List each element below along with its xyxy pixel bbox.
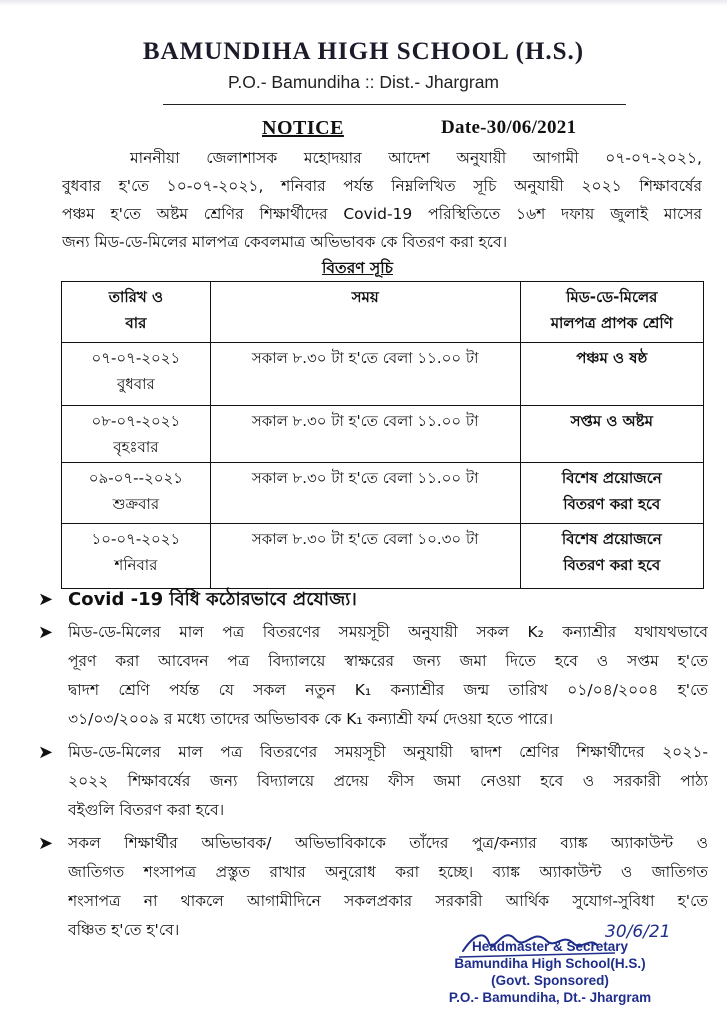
- row-day: শুক্রবার: [112, 495, 160, 513]
- row-day: বৃহঃবার: [113, 438, 159, 456]
- row-time: সকাল ৮.৩০ টা হ'তে বেলা ১১.০০ টা: [210, 463, 520, 524]
- school-name: BAMUNDIHA HIGH SCHOOL (H.S.): [142, 38, 585, 65]
- row-time: সকাল ৮.৩০ টা হ'তে বেলা ১০.৩০ টা: [210, 524, 520, 589]
- header-time: সময়: [210, 282, 520, 343]
- page-top-edge: [0, 0, 727, 6]
- notice-title: NOTICE: [262, 117, 344, 139]
- row-day: শনিবার: [114, 556, 158, 574]
- header-recipient-line: মালপত্র প্রাপক শ্রেণি: [550, 314, 673, 332]
- notice-paragraph: [62, 144, 702, 256]
- bullet-item: [38, 618, 708, 734]
- schedule-title: বিতরণ সূচি: [322, 259, 394, 277]
- bullet-line: ৩১/০৩/২০০৯ র মধ্যে তাদের অভিভাবক কে K₁ কন্যাশ্রী ফর্ম দেওয়া হতে পারে।: [68, 710, 554, 728]
- row-recipient: পঞ্চম ও ষষ্ঠ: [576, 349, 648, 367]
- row-recipient: সপ্তম ও অষ্টম: [570, 412, 653, 430]
- bullet-line: মিড-ডে-মিলের মাল পত্র বিতরণের সময়সূচী অনুযায়ী দ্বাদশ শ্রেণির শিক্ষার্থীদের ২০২১-: [68, 743, 708, 761]
- date-cell: [62, 343, 211, 406]
- row-recipient: বিতরণ করা হবে: [563, 556, 661, 574]
- recipient-cell: [520, 343, 703, 406]
- notice-date: Date-30/06/2021: [441, 117, 577, 138]
- bullet-item: [38, 585, 708, 614]
- date-cell: [62, 524, 211, 589]
- header-recipient: [520, 282, 703, 343]
- signatory-block: [430, 938, 670, 1006]
- bullet-line: জাতিগত শংসাপত্র প্রস্তুত রাখার অনুরোধ করা হচ্ছে। ব্যাঙ্ক অ্যাকাউন্ট ও জাতিগত: [68, 863, 708, 881]
- row-time: সকাল ৮.৩০ টা হ'তে বেলা ১১.০০ টা: [210, 343, 520, 406]
- signatory-status: (Govt. Sponsored): [491, 973, 609, 988]
- signatory-address: P.O.- Bamundiha, Dt.- Jhargram: [448, 990, 652, 1005]
- bullet-line: Covid -19 বিধি কঠোরভাবে প্রযোজ্য।: [68, 589, 357, 610]
- bullet-item: [38, 738, 708, 825]
- arrow-bullet-icon: ➤: [38, 742, 54, 763]
- recipient-cell: [520, 524, 703, 589]
- bullet-line: পূরণ করা আবেদন পত্র বিদ্যালয়ে স্বাক্ষরের জন্য জমা দিতে হবে ও সপ্তম হ'তে: [68, 652, 708, 670]
- table-row: [62, 343, 704, 406]
- bullet-line: মিড-ডে-মিলের মাল পত্র বিতরণের সময়সূচী অনুযায়ী সকল K₂ কন্যাশ্রীর যথাযথভাবে: [68, 623, 708, 641]
- paragraph-line: মাননীয়া জেলাশাসক মহোদয়ার আদেশ অনুযায়ী আগামী ০৭-০৭-২০২১,: [130, 149, 702, 167]
- table-row: [62, 406, 704, 463]
- signature-date: 30/6/21: [605, 922, 671, 942]
- schedule-header-row: [62, 282, 704, 343]
- bullet-line: শংসাপত্র না থাকলে আগামীদিনে সকলপ্রকার সরকারী আর্থিক সুযোগ-সুবিধা হ'তে: [68, 892, 708, 910]
- paragraph-line: বুধবার হ'তে ১০-০৭-২০২১, শনিবার পর্যন্ত নিম্নলিখিত সূচি অনুযায়ী ২০২১ শিক্ষাবর্ষের: [62, 177, 702, 195]
- header-day-line: বার: [125, 314, 147, 332]
- date-cell: [62, 406, 211, 463]
- recipient-cell: [520, 463, 703, 524]
- bullet-line: ২০২২ শিক্ষাবর্ষের জন্য বিদ্যালয়ে প্রদেয় ফীস জমা নেওয়া হবে ও সরকারী পাঠ্য: [68, 772, 708, 790]
- signatory-title: Headmaster & Secretary: [471, 939, 629, 954]
- row-recipient: বিতরণ করা হবে: [563, 495, 661, 513]
- row-time: সকাল ৮.৩০ টা হ'তে বেলা ১১.০০ টা: [210, 406, 520, 463]
- bullet-line: সকল শিক্ষার্থীর অভিভাবক/ অভিভাবিকাকে তাঁদের পুত্র/কন্যার ব্যাঙ্ক অ্যাকাউন্ট ও: [68, 834, 708, 852]
- row-date: ১০-০৭-২০২১: [91, 530, 181, 548]
- recipient-cell: [520, 406, 703, 463]
- header-date-line: তারিখ ও: [108, 288, 163, 306]
- header-recipient-line: মিড-ডে-মিলের: [566, 288, 658, 306]
- arrow-bullet-icon: ➤: [38, 833, 54, 854]
- signatory-school: Bamundiha High School(H.S.): [454, 956, 646, 971]
- header-divider: [163, 104, 626, 105]
- date-cell: [62, 463, 211, 524]
- school-address: P.O.- Bamundiha :: Dist.- Jhargram: [227, 72, 500, 92]
- row-recipient: বিশেষ প্রয়োজনে: [561, 530, 662, 548]
- row-recipient: বিশেষ প্রয়োজনে: [561, 469, 662, 487]
- arrow-bullet-icon: ➤: [38, 622, 54, 643]
- row-day: বুধবার: [117, 375, 155, 393]
- row-date: ০৯-০৭--২০২১: [88, 469, 183, 487]
- bullet-line: বইগুলি বিতরণ করা হবে।: [68, 801, 225, 819]
- paragraph-line: পঞ্চম হ'তে অষ্টম শ্রেণির শিক্ষার্থীদের Covid-19 পরিস্থিতিতে ১৬শ দফায় জুলাই মাসের: [62, 205, 702, 223]
- bullet-list: [38, 585, 708, 949]
- arrow-bullet-icon: ➤: [38, 589, 54, 610]
- table-row: [62, 463, 704, 524]
- schedule-table: [61, 281, 704, 589]
- bullet-line: বঞ্চিত হ'তে হ'বে।: [68, 921, 180, 939]
- bullet-line: দ্বাদশ শ্রেণি পর্যন্ত যে সকল নতুন K₁ কন্যাশ্রীর জন্ম তারিখ ০১/০৪/২০০৪ হ'তে: [68, 681, 708, 699]
- paragraph-line: জন্য মিড-ডে-মিলের মালপত্র কেবলমাত্র অভিভাবক কে বিতরণ করা হবে।: [62, 233, 508, 251]
- row-date: ০৭-০৭-২০২১: [91, 349, 181, 367]
- table-row: [62, 524, 704, 589]
- header-date-day: [62, 282, 211, 343]
- row-date: ০৮-০৭-২০২১: [91, 412, 181, 430]
